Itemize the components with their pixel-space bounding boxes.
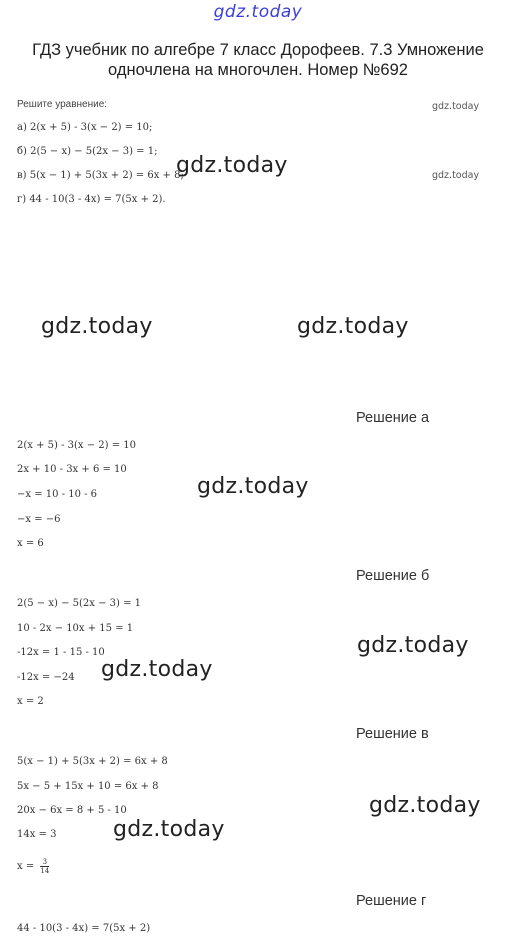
solution-a-line: 2x + 10 - 3x + 6 = 10 [17, 464, 127, 475]
solution-c-line: 14x = 3 [17, 829, 57, 840]
fraction-numerator: 3 [40, 858, 49, 867]
watermark-big: gdz.today [41, 314, 153, 339]
solution-c-line: 20x − 6x = 8 + 5 - 10 [17, 805, 127, 816]
site-logo[interactable]: gdz.today [213, 2, 303, 22]
solution-b-line: 10 - 2x − 10x + 15 = 1 [17, 623, 134, 634]
watermark-small: gdz.today [432, 170, 480, 181]
task-header: Решите уравнение: [17, 99, 108, 110]
solution-heading-c: Решение в [356, 726, 429, 742]
solution-a-line: −x = 10 - 10 - 6 [17, 489, 98, 500]
page-title: ГДЗ учебник по алгебре 7 класс Дорофеев. 7.3 Умножение одночлена на многочлен. Номер №692 [32, 41, 484, 79]
solution-heading-a: Решение а [356, 410, 430, 426]
watermark-big: gdz.today [101, 657, 213, 682]
solution-b-line: x = 2 [17, 696, 44, 707]
solution-a-line: −x = −6 [17, 514, 61, 525]
solution-c-line: 5(x − 1) + 5(3x + 2) = 6x + 8 [17, 756, 168, 767]
fraction-denominator: 14 [40, 867, 50, 875]
solution-heading-b: Решение б [356, 568, 430, 584]
watermark-big: gdz.today [113, 817, 225, 842]
task-item-c: в) 5(x − 1) + 5(3x + 2) = 6x + 8; [17, 170, 184, 181]
solution-c-final-lhs: x = [17, 861, 35, 872]
solution-a-line: x = 6 [17, 538, 44, 549]
watermark-big: gdz.today [357, 633, 469, 658]
task-item-a: а) 2(x + 5) - 3(x − 2) = 10; [17, 122, 153, 133]
solution-a-line: 2(x + 5) - 3(x − 2) = 10 [17, 440, 137, 451]
solution-c-line: 5x − 5 + 15x + 10 = 6x + 8 [17, 781, 159, 792]
watermark-small: gdz.today [432, 101, 480, 112]
solution-b-line: 2(5 − x) − 5(2x − 3) = 1 [17, 598, 142, 609]
solution-b-line: -12x = −24 [17, 672, 75, 683]
task-item-d: г) 44 - 10(3 - 4x) = 7(5x + 2). [17, 194, 166, 205]
watermark-big: gdz.today [369, 793, 481, 818]
solution-c-final [17, 858, 49, 875]
watermark-big: gdz.today [297, 314, 409, 339]
watermark-big: gdz.today [197, 474, 309, 499]
watermark-big: gdz.today [176, 153, 288, 178]
fraction [40, 858, 49, 875]
solution-b-line: -12x = 1 - 15 - 10 [17, 647, 105, 658]
solution-d-line: 44 - 10(3 - 4x) = 7(5x + 2) [17, 923, 151, 934]
task-item-b: б) 2(5 − x) − 5(2x − 3) = 1; [17, 146, 158, 157]
solution-heading-d: Решение г [356, 893, 427, 909]
